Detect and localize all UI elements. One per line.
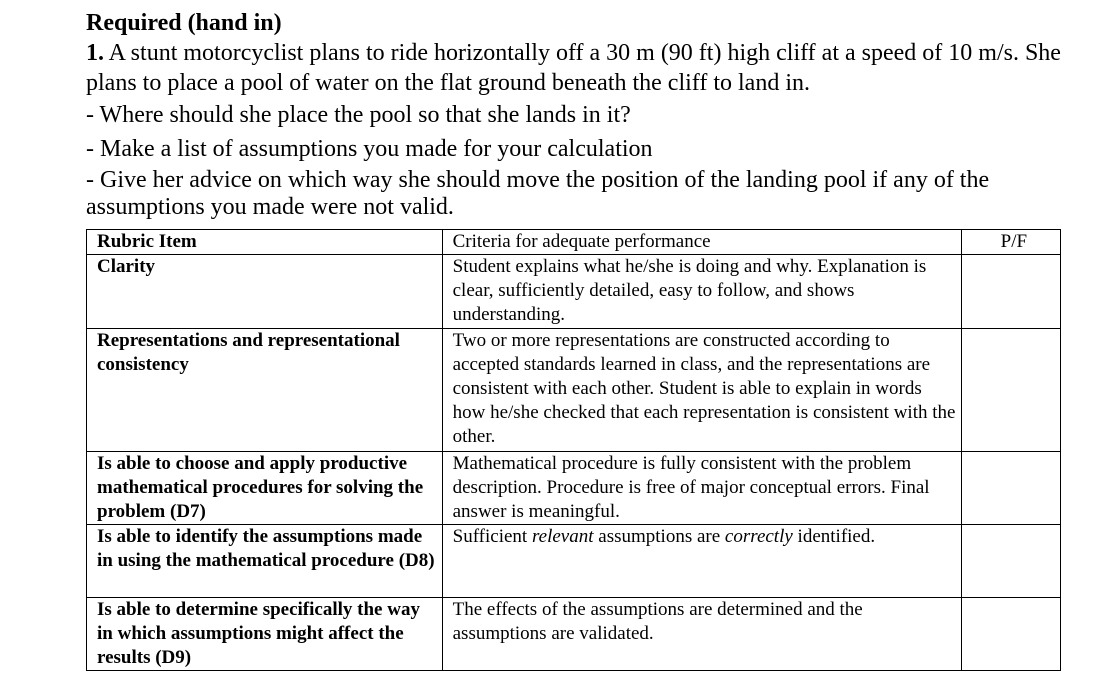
criteria-emphasis-relevant: relevant	[531, 526, 594, 547]
header-criteria: Criteria for adequate performance	[442, 230, 961, 255]
problem-number: 1.	[86, 40, 104, 66]
table-row	[87, 452, 1061, 525]
section-heading: Required (hand in)	[86, 10, 282, 36]
rubric-table	[86, 229, 1061, 671]
bullet-advice-continued: assumptions you made were not valid.	[86, 194, 454, 220]
rubric-item-cell: Representations and representational consistency	[87, 329, 443, 452]
criteria-cell	[442, 525, 961, 598]
criteria-text: assumptions are	[593, 526, 725, 547]
pass-fail-cell[interactable]	[961, 329, 1060, 452]
criteria-text: Sufficient	[452, 526, 532, 547]
rubric-header-row	[87, 230, 1061, 255]
document-body	[86, 8, 1066, 220]
criteria-text: identified.	[792, 526, 876, 547]
table-row	[87, 255, 1061, 329]
criteria-cell: Student explains what he/she is doing and why. Explanation is clear, sufficiently detailed, easy to follow, and shows understanding.	[442, 255, 961, 329]
rubric-item-cell: Is able to identify the assumptions made in using the mathematical procedure (D8)	[87, 525, 443, 598]
pass-fail-cell[interactable]	[961, 452, 1060, 525]
bullet-assumptions-list: - Make a list of assumptions you made for your calculation	[86, 136, 653, 162]
rubric-item-cell: Is able to determine specifically the way in which assumptions might affect the results (D9)	[87, 598, 443, 671]
bullet-where-pool: - Where should she place the pool so that she lands in it?	[86, 102, 631, 128]
problem-statement	[86, 38, 1066, 98]
criteria-cell: The effects of the assumptions are determined and the assumptions are validated.	[442, 598, 961, 671]
table-row	[87, 525, 1061, 598]
rubric-item-cell: Is able to choose and apply productive mathematical procedures for solving the problem (D7)	[87, 452, 443, 525]
bullet-advice: - Give her advice on which way she should move the position of the landing pool if any of the	[86, 167, 990, 193]
criteria-emphasis-correctly: correctly	[724, 526, 793, 547]
table-row	[87, 598, 1061, 671]
header-pass-fail: P/F	[961, 230, 1060, 255]
table-row	[87, 329, 1061, 452]
header-rubric-item: Rubric Item	[87, 230, 443, 255]
criteria-cell: Two or more representations are constructed according to accepted standards learned in class, and the representations are consistent with each other. Student is able to explain in words how he/she checked that each representation is consistent with the other.	[442, 329, 961, 452]
pass-fail-cell[interactable]	[961, 598, 1060, 671]
criteria-cell: Mathematical procedure is fully consistent with the problem description. Procedure is free of major conceptual errors. Final answer is meaningful.	[442, 452, 961, 525]
rubric-item-cell: Clarity	[87, 255, 443, 329]
problem-text: A stunt motorcyclist plans to ride horizontally off a 30 m (90 ft) high cliff at a speed of 10 m/s. She plans to place a pool of water on the flat ground beneath the cliff to land in.	[86, 40, 1061, 96]
pass-fail-cell[interactable]	[961, 525, 1060, 598]
pass-fail-cell[interactable]	[961, 255, 1060, 329]
